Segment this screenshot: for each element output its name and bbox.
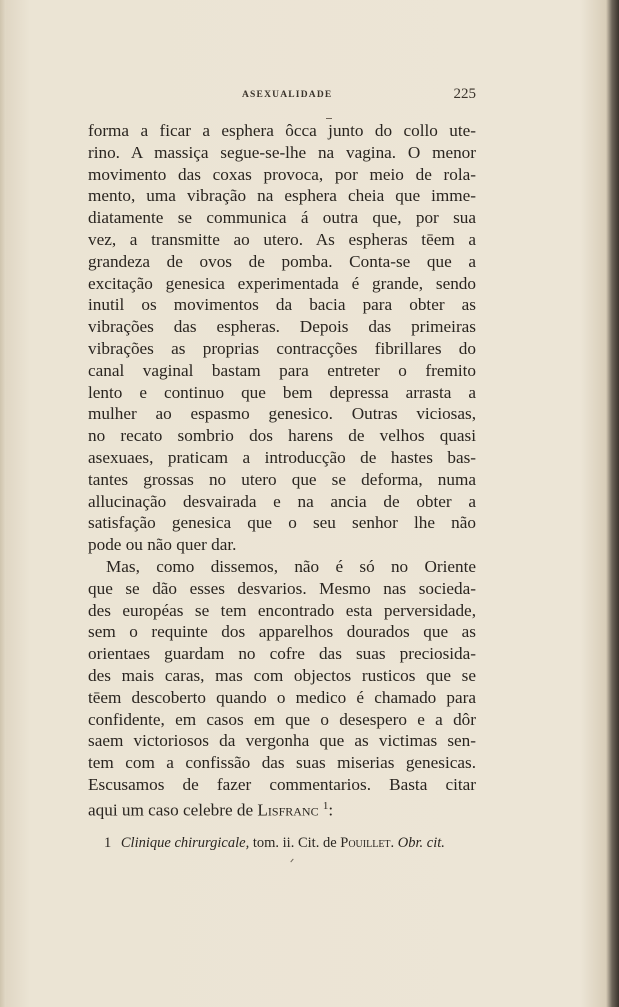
text-line: no recato sombrio dos harens de velhos quasi: [88, 426, 476, 446]
footnote-number: 1: [104, 835, 112, 851]
text-line: diatamente se communica á outra que, por sua: [88, 208, 476, 228]
page-number: 225: [453, 86, 476, 102]
paragraph-2: [88, 556, 476, 821]
text-line: sem o requinte dos apparelhos dourados que as: [88, 622, 476, 642]
text-line: rino. A massiça segue-se-lhe na vagina. O menor: [88, 142, 476, 162]
text-line: canal vaginal bastam para entreter o fremito: [88, 360, 476, 380]
page-edge: [0, 0, 6, 1007]
text-line: grandeza de ovos de pomba. Conta-se que a: [88, 251, 476, 271]
text-line: tem com a confissão das suas miserias genesicas.: [88, 753, 476, 773]
page-header: [88, 86, 476, 108]
text-line: movimento das coxas provoca, por meio de rola-: [88, 164, 476, 184]
text-line: inutil os movimentos da bacia para obter as: [88, 295, 476, 315]
footnote-volume: tom. ii.: [252, 835, 295, 851]
text-line: asexuaes, praticam a introducção de hastes bas-: [88, 447, 476, 467]
text-span: aqui um caso celebre de: [88, 800, 258, 820]
footnote: [104, 834, 476, 852]
text-line: lento e continuo que bem depressa arrasta a: [88, 382, 476, 402]
footnote-cit: Cit. de: [297, 835, 337, 851]
text-line: allucinação desvairada e na ancia de obter a: [88, 491, 476, 511]
text-line: vibrações das espheras. Depois das primeiras: [88, 317, 476, 337]
running-head: ASEXUALIDADE: [242, 90, 333, 100]
body-text: [88, 120, 476, 821]
paragraph-1: [88, 120, 476, 556]
text-span: :: [328, 800, 334, 820]
text-line: pode ou não quer dar.: [88, 535, 237, 555]
author-name: Lisfranc: [257, 800, 319, 820]
text-line: tēem descoberto quando o medico é chamado para: [88, 687, 476, 707]
text-line: mento, uma vibração na esphera cheia que imme-: [88, 186, 476, 206]
text-line: satisfação genesica que o seu senhor lhe não: [88, 513, 476, 533]
text-line: Mas, como dissemos, não é só no Oriente: [106, 556, 476, 576]
text-line: tantes grossas no utero que se deforma, numa: [88, 469, 476, 489]
footnote-author: Pouillet.: [340, 835, 395, 851]
text-line: orientaes guardam no cofre das suas preciosida-: [88, 644, 476, 664]
print-speck: [326, 118, 332, 119]
text-line: vibrações as proprias contracções fibrillares do: [88, 338, 476, 358]
text-line: excitação genesica experimentada é grande, sendo: [88, 273, 476, 293]
text-line: saem victoriosos da vergonha que as victimas sen-: [88, 731, 476, 751]
text-line-final: [88, 796, 476, 822]
footnote-reference[interactable]: 1: [322, 799, 329, 812]
text-line: des mais caras, mas com objectos rusticos que se: [88, 665, 476, 685]
footnote-work: Clinique chirurgicale,: [120, 835, 250, 851]
text-line: forma a ficar a esphera ôcca junto do collo ute-: [88, 121, 476, 140]
text-line: que se dão esses desvarios. Mesmo nas socieda-: [88, 578, 476, 598]
text-line: mulher ao espasmo genesico. Outras viciosas,: [88, 404, 476, 424]
text-line: Escusamos de fazer commentarios. Basta citar: [88, 774, 476, 794]
text-line: confidente, em casos em que o desespero e a dôr: [88, 709, 476, 729]
text-line: des européas se tem encontrado esta perversidade,: [88, 600, 476, 620]
footnote-obr: Obr. cit.: [397, 835, 445, 851]
text-line: vez, a transmitte ao utero. As espheras tēem a: [88, 229, 476, 249]
